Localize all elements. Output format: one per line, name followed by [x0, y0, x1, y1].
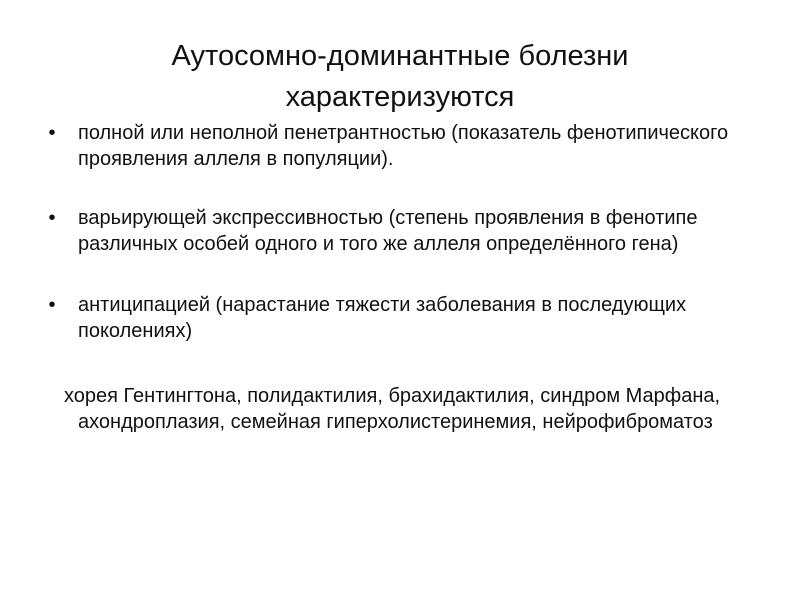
bullet-item-anticipation [40, 292, 770, 344]
slide-title [90, 36, 710, 118]
bullet-item-penetrance [40, 120, 770, 172]
bullet-text: полной или неполной пенетрантностью (показатель фенотипического проявления аллеля в популяции). [78, 122, 729, 170]
disease-examples-text: хорея Гентингтона, полидактилия, брахидактилия, синдром Марфана, ахондроплазия, семейная гиперхолистеринемия, нейрофиброматоз [64, 385, 721, 433]
bullet-icon: • [48, 122, 56, 144]
slide-body [40, 120, 770, 435]
bullet-icon: • [48, 207, 56, 229]
bullet-item-expressivity [40, 205, 770, 257]
slide-title-line-1: Аутосомно-доминантные болезни [171, 40, 629, 72]
bullet-text: варьирующей экспрессивностью (степень проявления в фенотипе различных особей одного и того же аллеля определённого гена) [78, 207, 698, 255]
bullet-icon: • [48, 294, 56, 316]
bullet-text: антиципацией (нарастание тяжести заболевания в последующих поколениях) [78, 294, 687, 342]
slide-title-line-2: характеризуются [285, 81, 515, 113]
